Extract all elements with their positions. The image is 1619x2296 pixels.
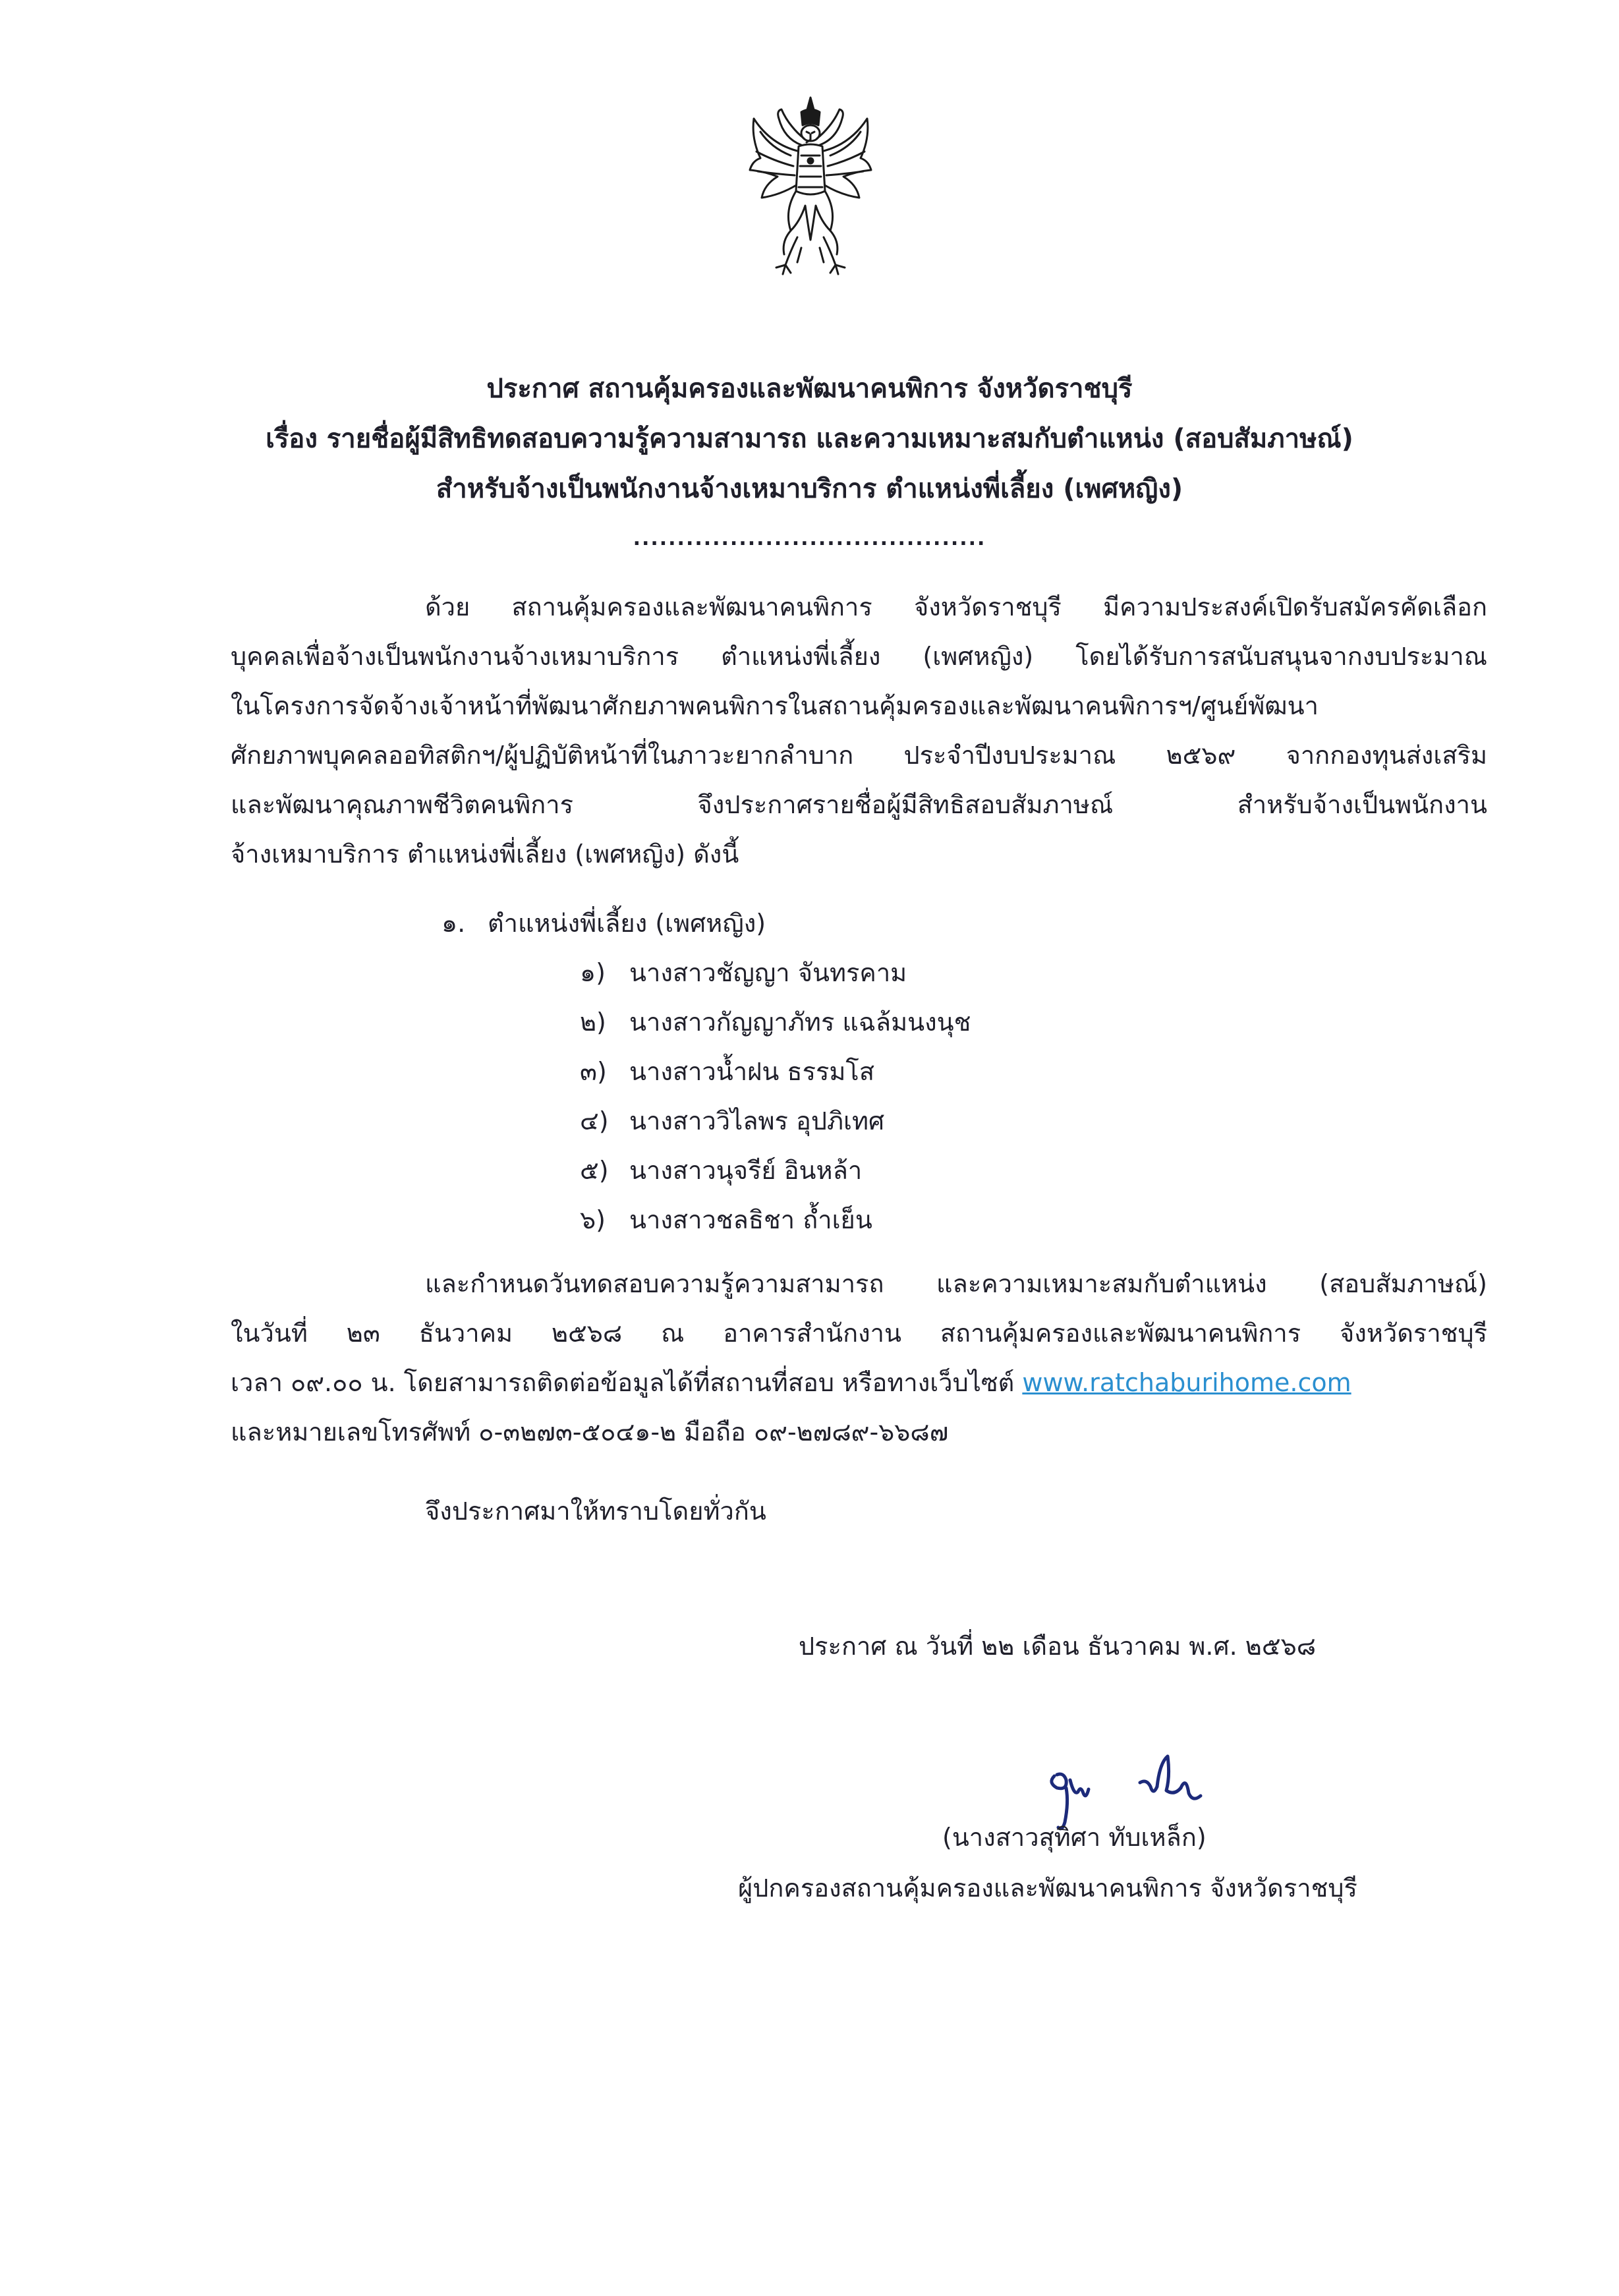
paragraph-2-line-1: และกำหนดวันทดสอบความรู้ความสามารถ และความเหมาะสมกับตำแหน่ง (สอบสัมภาษณ์) <box>425 1269 1487 1298</box>
candidate-name: นางสาวกัญญาภัทร แฉล้มนงนุช <box>629 1008 971 1037</box>
candidate-number: ๑) <box>580 958 606 987</box>
paragraph-2-line-3 <box>231 1364 1351 1401</box>
candidate-number: ๓) <box>580 1057 607 1086</box>
paragraph-1-line-6: จ้างเหมาบริการ ตำแหน่งพี่เลี้ยง (เพศหญิง) ดังนี้ <box>231 840 739 869</box>
signer-name: (นางสาวสุทิศา ทับเหล็ก) <box>942 1823 1207 1852</box>
announcement-title: ประกาศ สถานคุ้มครองและพัฒนาคนพิการ จังหวัดราชบุรี <box>486 374 1133 404</box>
announcement-subject-continued: สำหรับจ้างเป็นพนักงานจ้างเหมาบริการ ตำแหน่งพี่เลี้ยง (เพศหญิง) <box>436 474 1183 504</box>
paragraph-2-line-3-text: เวลา ๐๙.๐๐ น. โดยสามารถติดต่อข้อมูลได้ที่สถานที่สอบ หรือทางเว็บไซต์ <box>231 1368 1015 1397</box>
position-number: ๑. <box>441 909 466 938</box>
candidate-name: นางสาวชัญญา จันทรคาม <box>629 958 907 987</box>
paragraph-1-line-4: ศักยภาพบุคคลออทิสติกฯ/ผู้ปฏิบัติหน้าที่ในภาวะยากลำบาก ประจำปีงบประมาณ ๒๕๖๙ จากกองทุนส่งเสริม <box>231 741 1487 770</box>
candidate-name: นางสาววิไลพร อุปภิเทศ <box>629 1106 885 1135</box>
announcement-date: ประกาศ ณ วันที่ ๒๒ เดือน ธันวาคม พ.ศ. ๒๕๖๘ <box>799 1632 1317 1661</box>
paragraph-1-line-5: และพัฒนาคุณภาพชีวิตคนพิการ จึงประกาศรายชื่อผู้มีสิทธิสอบสัมภาษณ์ สำหรับจ้างเป็นพนักงาน <box>231 790 1487 819</box>
signer-title: ผู้ปกครองสถานคุ้มครองและพัฒนาคนพิการ จังหวัดราชบุรี <box>738 1874 1357 1903</box>
candidate-number: ๔) <box>580 1106 609 1135</box>
title-divider: ........................................ <box>633 527 986 550</box>
closing-statement: จึงประกาศมาให้ทราบโดยทั่วกัน <box>425 1497 766 1526</box>
candidate-number: ๒) <box>580 1008 606 1037</box>
paragraph-1-line-1: ด้วย สถานคุ้มครองและพัฒนาคนพิการ จังหวัดราชบุรี มีความประสงค์เปิดรับสมัครคัดเลือก <box>425 592 1487 621</box>
candidate-number: ๕) <box>580 1156 609 1185</box>
website-link[interactable]: www.ratchaburihome.com <box>1022 1368 1351 1397</box>
candidate-number: ๖) <box>580 1205 606 1234</box>
announcement-subject: เรื่อง รายชื่อผู้มีสิทธิทดสอบความรู้ความสามารถ และความเหมาะสมกับตำแหน่ง (สอบสัมภาษณ์) <box>266 424 1353 454</box>
paragraph-1-line-2: บุคคลเพื่อจ้างเป็นพนักงานจ้างเหมาบริการ ตำแหน่งพี่เลี้ยง (เพศหญิง) โดยได้รับการสนับสนุนจากงบประมาณ <box>231 642 1487 671</box>
candidate-name: นางสาวชลธิชา ถ้ำเย็น <box>629 1205 872 1234</box>
paragraph-1-line-3: ในโครงการจัดจ้างเจ้าหน้าที่พัฒนาศักยภาพคนพิการในสถานคุ้มครองและพัฒนาคนพิการฯ/ศูนย์พัฒนา <box>231 691 1319 720</box>
position-title: ตำแหน่งพี่เลี้ยง (เพศหญิง) <box>488 909 766 938</box>
paragraph-2-line-2: ในวันที่ ๒๓ ธันวาคม ๒๕๖๘ ณ อาคารสำนักงาน สถานคุ้มครองและพัฒนาคนพิการ จังหวัดราชบุรี <box>231 1319 1487 1348</box>
garuda-emblem-icon <box>745 92 876 277</box>
candidate-name: นางสาวน้ำฝน ธรรมโส <box>629 1057 875 1086</box>
candidate-name: นางสาวนุจรีย์ อินหล้า <box>629 1156 863 1185</box>
paragraph-2-line-4: และหมายเลขโทรศัพท์ ๐-๓๒๗๓-๕๐๔๑-๒ มือถือ ๐๙-๒๗๘๙-๖๖๘๗ <box>231 1418 949 1447</box>
